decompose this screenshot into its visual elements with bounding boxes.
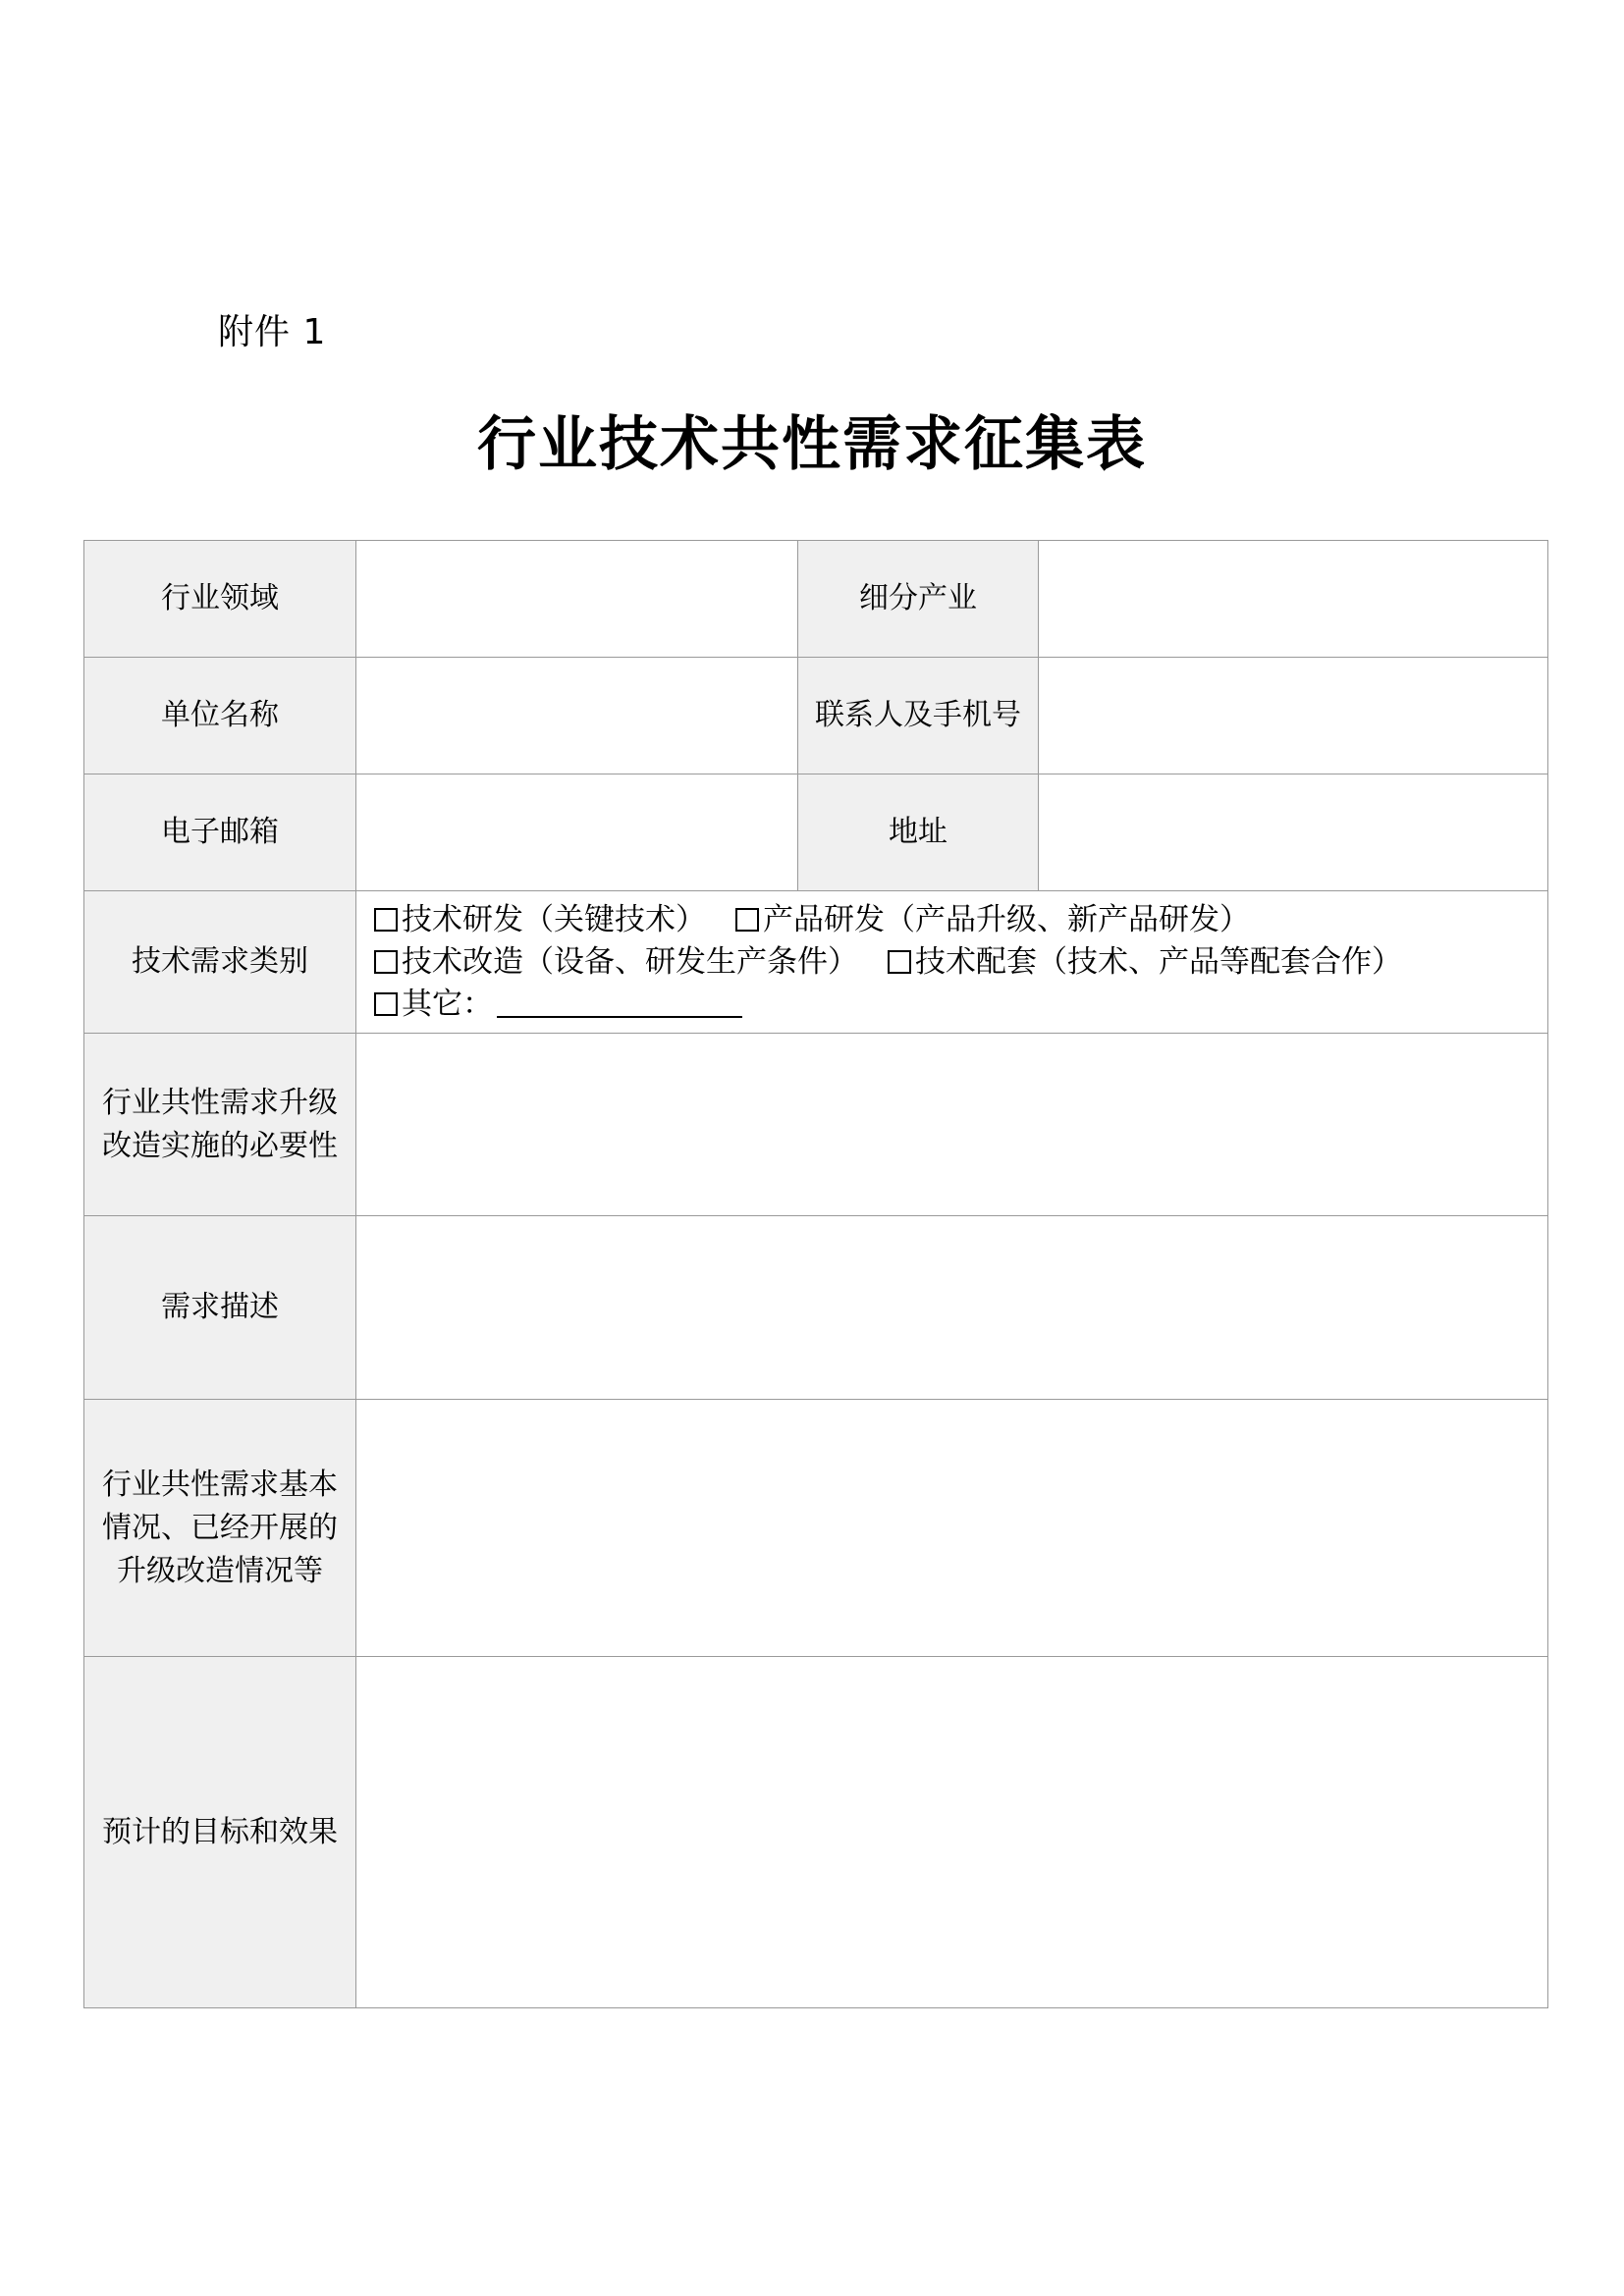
category-options — [356, 891, 1548, 1034]
situation-label-line-3: 升级改造情况等 — [117, 1553, 323, 1588]
requirement-form-table — [83, 540, 1548, 2008]
email-input[interactable] — [356, 774, 798, 891]
situation-label-line-1: 行业共性需求基本 — [102, 1467, 338, 1502]
category-options-line-2 — [374, 941, 1547, 984]
category-options-line-3 — [374, 984, 1547, 1026]
checkbox-product-rnd[interactable] — [735, 908, 759, 932]
row-unit — [84, 658, 1548, 774]
attachment-label: 附件 1 — [218, 312, 327, 352]
description-input[interactable] — [356, 1216, 1548, 1400]
goals-label: 预计的目标和效果 — [84, 1657, 356, 2008]
row-necessity — [84, 1034, 1548, 1216]
row-goals — [84, 1657, 1548, 2008]
situation-label-line-2: 情况、已经开展的 — [102, 1510, 338, 1545]
sub-industry-label: 细分产业 — [798, 541, 1039, 658]
checkbox-tech-support[interactable] — [888, 950, 911, 974]
category-options-line-1 — [374, 899, 1547, 941]
contact-label: 联系人及手机号 — [798, 658, 1039, 774]
unit-name-label: 单位名称 — [84, 658, 356, 774]
necessity-input[interactable] — [356, 1034, 1548, 1216]
option-other-label: 其它： — [402, 986, 493, 1022]
option-tech-rnd-label: 技术研发（关键技术） — [402, 901, 706, 937]
contact-input[interactable] — [1039, 658, 1548, 774]
unit-name-input[interactable] — [356, 658, 798, 774]
necessity-label-line-1: 行业共性需求升级 — [102, 1085, 338, 1120]
category-label: 技术需求类别 — [84, 891, 356, 1034]
option-tech-upgrade-label: 技术改造（设备、研发生产条件） — [402, 943, 858, 980]
row-industry — [84, 541, 1548, 658]
option-product-rnd-label: 产品研发（产品升级、新产品研发） — [763, 901, 1250, 937]
option-tech-support-label: 技术配套（技术、产品等配套合作） — [915, 943, 1402, 980]
checkbox-tech-rnd[interactable] — [374, 908, 398, 932]
sub-industry-input[interactable] — [1039, 541, 1548, 658]
industry-field-label: 行业领域 — [84, 541, 356, 658]
row-situation — [84, 1400, 1548, 1657]
checkbox-other[interactable] — [374, 992, 398, 1016]
address-label: 地址 — [798, 774, 1039, 891]
goals-input[interactable] — [356, 1657, 1548, 2008]
industry-field-input[interactable] — [356, 541, 798, 658]
necessity-label-line-2: 改造实施的必要性 — [102, 1128, 338, 1163]
other-input[interactable] — [497, 990, 742, 1018]
situation-input[interactable] — [356, 1400, 1548, 1657]
necessity-label — [84, 1034, 356, 1216]
email-label: 电子邮箱 — [84, 774, 356, 891]
form-title: 行业技术共性需求征集表 — [477, 410, 1147, 479]
row-email — [84, 774, 1548, 891]
description-label: 需求描述 — [84, 1216, 356, 1400]
row-description — [84, 1216, 1548, 1400]
address-input[interactable] — [1039, 774, 1548, 891]
row-category — [84, 891, 1548, 1034]
situation-label — [84, 1400, 356, 1657]
checkbox-tech-upgrade[interactable] — [374, 950, 398, 974]
